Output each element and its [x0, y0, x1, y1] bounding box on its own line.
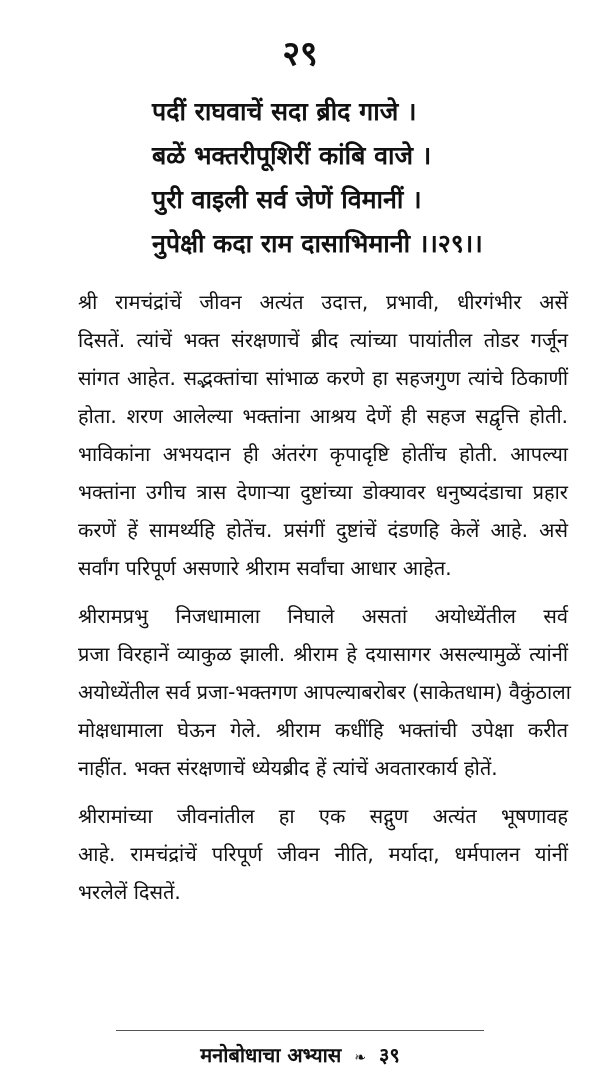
commentary-text [32, 283, 571, 921]
text-line: भाविकांना अभयदान ही अंतरंग कृपादृष्टि होतींच होती. आपल्या [78, 442, 568, 466]
verse-line-1: पदीं राघवाचें सदा ब्रीद गाजे । [152, 97, 417, 126]
footer-divider [116, 1030, 484, 1031]
text-line: श्रीरामप्रभु निजधामाला निघाले असतां अयोध्येंतील सर्व [78, 604, 568, 628]
text-line: श्री रामचंद्रांचें जीवन अत्यंत उदात्त, प्रभावी, धीरगंभीर असें [78, 290, 568, 314]
text-line: करणें हें सामर्थ्यहि होतेंच. प्रसंगीं दुष्टांचें दंडणहि केलें आहे. असे [78, 518, 568, 542]
paragraph-2 [32, 597, 571, 787]
text-line: दिसतें. त्यांचें भक्त संरक्षणाचें ब्रीद त्यांच्या पायांतील तोडर गर्जून [78, 328, 568, 352]
text-line: आहे. रामचंद्रांचें परिपूर्ण जीवन नीति, मर्यादा, धर्मपालन यांनीं [78, 842, 568, 866]
text-line: अयोध्येंतील सर्व प्रजा-भक्तगण आपल्याबरोबर (साकेतधाम) वैकुंठाला [78, 680, 571, 704]
text-line: सांगत आहेत. सद्भक्तांचा सांभाळ करणे हा सहजगुण त्यांचे ठिकाणीं [78, 366, 568, 390]
text-line: प्रजा विरहानें व्याकुळ झाली. श्रीराम हे दयासागर असल्यामुळें त्यांनीं [78, 642, 568, 666]
text-line: नाहींत. भक्त संरक्षणाचें ध्येयब्रीद हें त्यांचें अवतारकार्य होतें. [78, 756, 498, 780]
text-line: सर्वांग परिपूर्ण असणारे श्रीराम सर्वांचा आधार आहेत. [78, 556, 452, 580]
paragraph-1 [32, 283, 568, 587]
text-line: होता. शरण आलेल्या भक्तांना आश्रय देणें ही सहज सद्वृत्ति होती. [78, 404, 568, 428]
fleuron-icon: ❧ [354, 1050, 366, 1066]
verse-line-3: पुरी वाइली सर्व जेणें विमानीं । [152, 185, 422, 214]
paragraph-3 [32, 797, 568, 911]
text-line: भरलेलें दिसतें. [78, 880, 181, 904]
page-footer [0, 1040, 600, 1073]
text-line: भक्तांना उगीच त्रास देणाऱ्या दुष्टांच्या डोक्यावर धनुष्यदंडाचा प्रहार [78, 480, 568, 504]
footer-book-title: मनोबोधाचा अभ्यास [200, 1043, 342, 1067]
verse-line-2: बळें भक्तरीपूशिरीं कांबि वाजे । [152, 141, 432, 170]
verse-number: २९ [282, 34, 318, 74]
text-line: मोक्षधामाला घेऊन गेले. श्रीराम कधींहि भक्तांची उपेक्षा करीत [78, 718, 568, 742]
verse-block [152, 90, 592, 266]
footer-page-number: ३९ [378, 1043, 400, 1067]
text-line: श्रीरामांच्या जीवनांतील हा एक सद्गुण अत्यंत भूषणावह [78, 804, 568, 828]
verse-line-4: नुपेक्षी कदा राम दासाभिमानी ।।२९।। [152, 229, 483, 258]
